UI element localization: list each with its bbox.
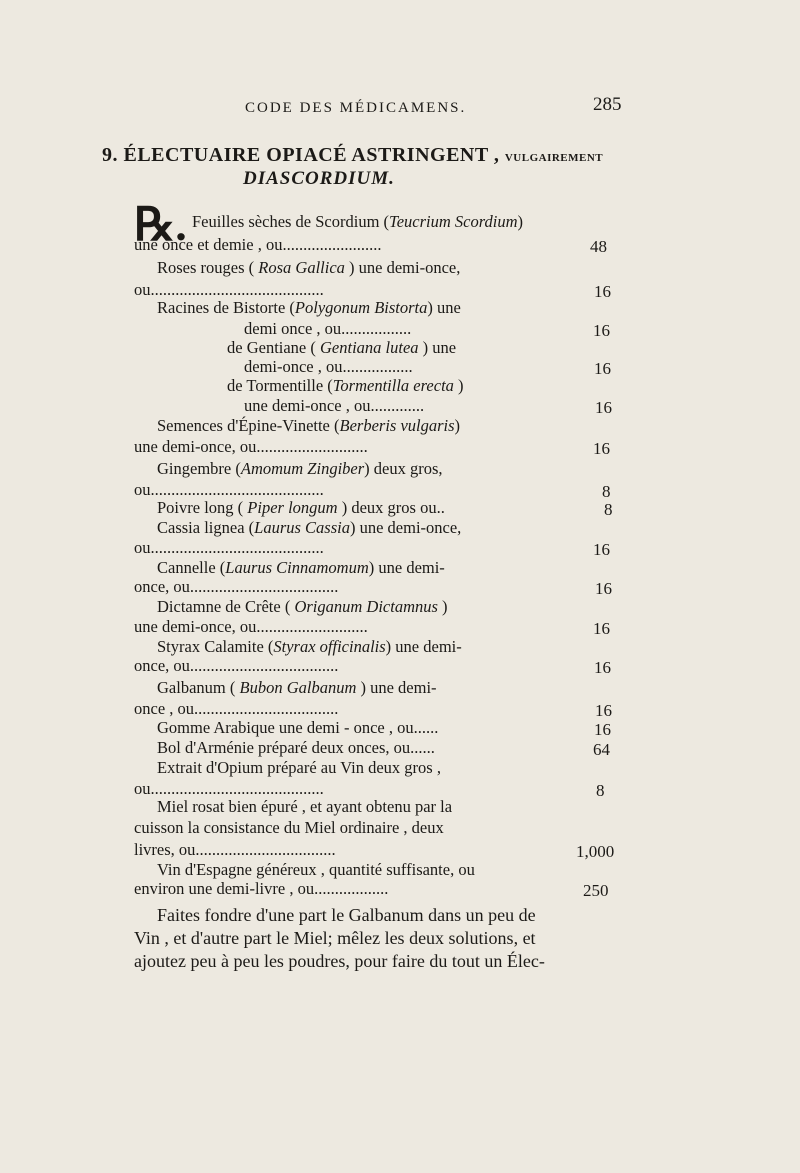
quantity-value: 64 [593, 740, 610, 759]
recipe-line [157, 860, 475, 880]
recipe-line [134, 779, 324, 799]
recipe-line [134, 617, 368, 637]
recipe-line [244, 319, 411, 339]
recipe-line [244, 396, 424, 416]
recipe-line [157, 758, 441, 778]
page-number: 285 [593, 94, 622, 115]
recipe-line [134, 577, 338, 597]
quantity-value: 8 [596, 781, 605, 800]
recipe-text: ) une demi- [385, 637, 462, 656]
recipe-line [134, 840, 336, 860]
latin-name: Laurus Cinnamomum [225, 558, 369, 577]
recipe-text: demi once , ou................. [244, 319, 412, 338]
recipe-text: ) [517, 212, 524, 231]
latin-name: Styrax officinalis [273, 637, 386, 656]
section-title [102, 144, 603, 167]
recipe-line [134, 656, 338, 676]
quantity-value: 8 [602, 482, 611, 501]
recipe-text: Gomme Arabique une demi - once , ou...... [157, 718, 439, 737]
recipe-text: Extrait d'Opium préparé au Vin deux gros , [157, 758, 441, 777]
recipe-text: ) deux gros ou.. [337, 498, 445, 517]
recipe-text: Poivre long ( [157, 498, 248, 517]
recipe-text: Vin d'Espagne généreux , quantité suffisante, ou [157, 860, 475, 879]
quantity-value: 16 [594, 658, 611, 677]
recipe-text: Dictamne de Crête ( [157, 597, 295, 616]
recipe-line [134, 235, 381, 255]
recipe-text: de Tormentille ( [227, 376, 333, 395]
quantity-value: 16 [594, 720, 611, 739]
recipe-text: once, ou.................................... [134, 577, 339, 596]
quantity-value: 16 [593, 321, 610, 340]
recipe-line [157, 459, 443, 479]
recipe-text: ) deux gros, [364, 459, 443, 478]
recipe-line [134, 818, 444, 838]
recipe-text: Gingembre ( [157, 459, 241, 478]
recipe-text: de Gentiane ( [227, 338, 320, 357]
recipe-text: une once et demie , ou........................ [134, 235, 382, 254]
quantity-value: 16 [594, 282, 611, 301]
quantity-value: 8 [604, 500, 613, 519]
recipe-line [157, 597, 448, 617]
recipe-line [157, 298, 461, 318]
latin-name: Piper longum [247, 498, 338, 517]
latin-name: Bubon Galbanum [239, 678, 357, 697]
recipe-text: ou.......................................... [134, 538, 324, 557]
quantity-value: 16 [593, 439, 610, 458]
recipe-line [134, 480, 324, 500]
recipe-line [157, 738, 435, 758]
latin-name: Gentiana lutea [320, 338, 419, 357]
latin-name: Teucrium Scordium [389, 212, 518, 231]
recipe-text: ) [437, 597, 448, 616]
recipe-line [134, 437, 368, 457]
recipe-line [157, 518, 461, 538]
recipe-line [157, 416, 460, 436]
recipe-text: une demi-once, ou........................... [134, 617, 368, 636]
recipe-line [134, 280, 324, 300]
recipe-line [227, 338, 456, 358]
latin-name: Laurus Cassia [254, 518, 350, 537]
recipe-text: Bol d'Arménie préparé deux onces, ou...... [157, 738, 435, 757]
recipe-line [134, 538, 324, 558]
recipe-line [192, 212, 523, 232]
recipe-symbol: ℞. [134, 199, 187, 250]
latin-name: Polygonum Bistorta [294, 298, 428, 317]
quantity-value: 16 [595, 398, 612, 417]
paragraph-line: Vin , et d'autre part le Miel; mêlez les deux solutions, et [134, 928, 536, 948]
recipe-text: ) [453, 376, 464, 395]
recipe-text: ou.......................................... [134, 280, 324, 299]
recipe-line [157, 558, 445, 578]
quantity-value: 16 [595, 579, 612, 598]
recipe-line [157, 678, 437, 698]
recipe-text: Styrax Calamite ( [157, 637, 274, 656]
recipe-text: environ une demi-livre , ou.................. [134, 879, 389, 898]
latin-name: Berberis vulgaris [339, 416, 455, 435]
recipe-text: une demi-once , ou............. [244, 396, 425, 415]
quantity-value: 48 [590, 237, 607, 256]
recipe-text: une demi-once, ou........................... [134, 437, 368, 456]
recipe-line [227, 376, 464, 396]
latin-name: Amomum Zingiber [240, 459, 365, 478]
recipe-line [134, 699, 338, 719]
recipe-line [157, 797, 452, 817]
recipe-text: Semences d'Épine-Vinette ( [157, 416, 340, 435]
recipe-line [157, 718, 438, 738]
latin-name: Tormentilla erecta [332, 376, 454, 395]
latin-name: Origanum Dictamnus [294, 597, 438, 616]
recipe-text: Miel rosat bien épuré , et ayant obtenu par la [157, 797, 453, 816]
paragraph-line: ajoutez peu à peu les poudres, pour faire du tout un Élec- [134, 951, 545, 971]
quantity-value: 16 [594, 359, 611, 378]
paragraph-line: Faites fondre d'une part le Galbanum dans un peu de [157, 905, 536, 925]
recipe-text: Cannelle ( [157, 558, 226, 577]
recipe-text: ) une demi-once, [349, 518, 462, 537]
recipe-text: Cassia lignea ( [157, 518, 255, 537]
recipe-text: once, ou.................................... [134, 656, 339, 675]
recipe-text: livres, ou.................................. [134, 840, 336, 859]
latin-name: Rosa Gallica [258, 258, 345, 277]
recipe-text: Roses rouges ( [157, 258, 259, 277]
recipe-text: cuisson la consistance du Miel ordinaire , deux [134, 818, 444, 837]
recipe-line [157, 258, 460, 278]
quantity-value: 250 [583, 881, 609, 900]
recipe-line [134, 879, 388, 899]
recipe-line [157, 498, 445, 518]
recipe-text: ) [454, 416, 461, 435]
recipe-line [244, 357, 413, 377]
recipe-text: Feuilles sèches de Scordium ( [192, 212, 390, 231]
recipe-text: Galbanum ( [157, 678, 240, 697]
quantity-value: 16 [593, 540, 610, 559]
recipe-text: ) une demi- [356, 678, 437, 697]
section-title-small: VULGAIREMENT [504, 152, 604, 164]
recipe-text: once , ou................................... [134, 699, 339, 718]
section-title-main: 9. ÉLECTUAIRE OPIACÉ ASTRINGENT , [102, 144, 500, 166]
recipe-text: ) une demi-once, [344, 258, 461, 277]
recipe-text: ou.......................................... [134, 779, 324, 798]
recipe-text: Racines de Bistorte ( [157, 298, 295, 317]
quantity-value: 1,000 [576, 842, 615, 861]
section-subtitle: DIASCORDIUM. [243, 168, 395, 189]
recipe-text: ou.......................................... [134, 480, 324, 499]
recipe-text: ) une demi- [368, 558, 445, 577]
running-header: CODE DES MÉDICAMENS. [245, 100, 467, 116]
quantity-value: 16 [593, 619, 610, 638]
recipe-text: demi-once , ou................. [244, 357, 413, 376]
recipe-line [157, 637, 462, 657]
recipe-text: ) une [427, 298, 461, 317]
quantity-value: 16 [595, 701, 612, 720]
recipe-text: ) une [418, 338, 457, 357]
